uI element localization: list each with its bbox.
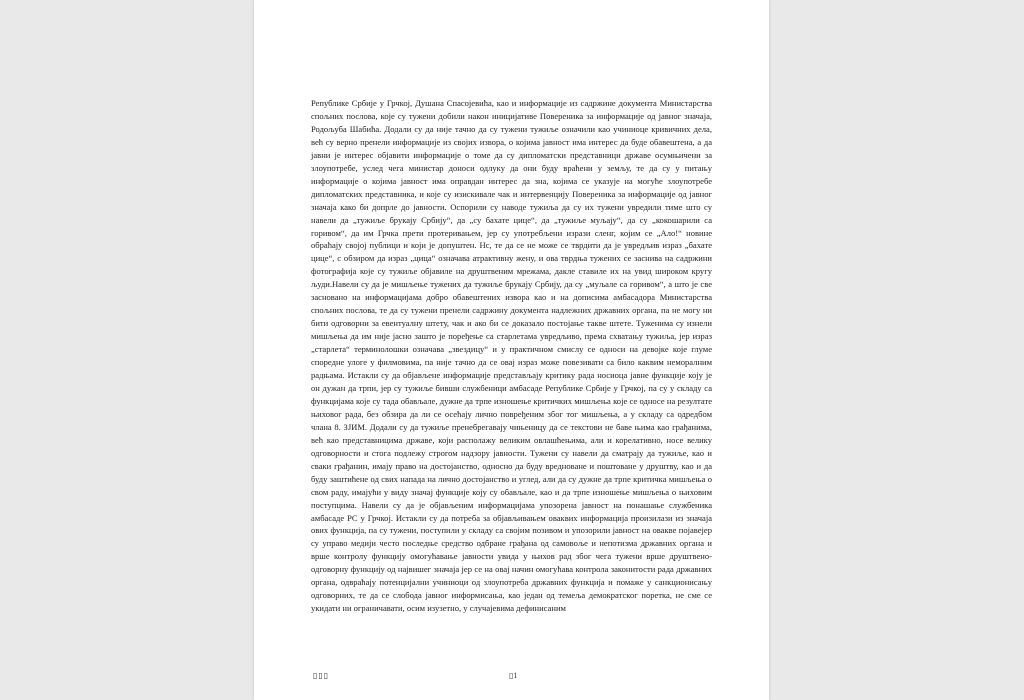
document-page [254,0,769,700]
body-paragraph: Републике Србије у Грчкој, Душана Спасојевића, као и информације из садржине документа Министарства спољних послова, које су тужени добили након иницијативе Повереника за информације од јавног значаја, Родољуба Шабића. Додали су да није тачно да су тужени тужиље означили као учиниоце кривичних дела, већ су верно пренели информације из својих извора, о којима јавност има интерес да буде обавештена, а да јавни је интерес објавити информације о томе да су дипломатски представници државе осумњичени за злоупотребе, услед чега министар доноси одлуку да они буду враћени у земљу, те да су у питању информације о којима јавност има оправдан интерес да зна, којима се указује на могуће злоупотребе дипломатских представника, и које су изискивале чак и интервенцију Повереника за информације од јавног значаја како би допрле до јавности. Оспорили су наводе тужиља да су их тужени увредили тиме што су навели да „тужиље брукају Србију“, да „су бахате цице“, да „тужиље муљају“, да су „кокошарили са горивом“, да им Грчка прети протеривањем, јер су употребљени изрази сленг, којим се „Ало!“ новине обраћају својој публици и који је допуштен. Нс, те да се не може се тврдити да је увредљив израз „бахате цице“, с обзиром да израз „цица“ означава атрактивну жену, и ова тврдња тужених се заснива на садржини фотографија које су тужиље објавиле на друштвеним мрежама, дакле ставиле их на увид широком кругу људи.Навели су да је мишљење тужених да тужиље брукају Србију, да су „муљале са горивом“, а што је све засновано на информацијама добро обавештених извора као и на дописима амбасадора Министарства спољних послова, те да су тужени пренели садржину документа надлежних државних органа, па не могу ни бити одговорни за евентуалну штету, чак и ако би се доказало постојање такве штете. Туженима су изнели мишљења да им није јасно зашто је поређење са старлетама увредљиво, према схватању тужиља, јер израз „старлета“ терминолошки означава „звездицу“ и у практичном смислу се односи на девојке које глуме споредне улоге у филмовима, па није тачно да се овај израз може повезивати са било каквим неморалним радњама. Истакли су да објављене информације представљају критику рада носиоца јавне функције коју је он дужан да трпи, јер су тужиље бивши службеници амбасаде Републике Србије у Грчкој, па су у складу са функцијама које су тада обављале, дужне да трпе изношење критичких мишљења које се односе на резултате њиховог рада, без обзира да ли се осећају лично повређеним због тог мишљења, а у складу са одредбом члана 8. ЗЈИМ. Додали су да тужиље пренебрегавају чињеницу да се текстови не баве њима као грађанима, већ као представницима државе, који располажу великим овлашћењима, али и корелативно, носе велику одговорности и стога подлежу строгом надзору јавности. Тужени су навели да сматрају да тужиље, као и сваки грађанин, имају право на достојанство, односно да буду вредноване и поштоване у друштву, као и да буду заштићене од свих напада на лично достојанство и углед, али да су дужне да трпе критичка мишљења о свом раду, имајући у виду значај функције коју су обављале, као и да трпе изношење мишљења о њиховим поступцима. Навели су да је објављеним информацијама упозорена јавност на понашање службеника амбасаде РС у Грчкој. Истакли су да потреба за објављивањем оваквих информација произилази из значаја ових функција, па су тужени, поступили у складу са својим позивом и упозорили јавност на овакве појавејер су управо медији често последње средство одбране грађана од самовоље и непотизма државних органа и врше контролу функцију омогућавање јавности увида у њихов рад због чега тужени врше друштвено-одговорну функцију од највишег значаја јер се на овај начин омогућава контрола законитости рада државних органа, одвраћају потенцијални учиниоци од злоупотреба државних функција и помаже у санкционисању одговорних, те да се слобода јавног информисања, као један од темеља демократског поретка, не сме се укидати ни ограничавати, осим изузетно, у случајевима дефинисаним [311,98,712,614]
page-number: ▯1 [509,671,518,680]
page-footer-left: ▯▯▯ [313,671,330,680]
